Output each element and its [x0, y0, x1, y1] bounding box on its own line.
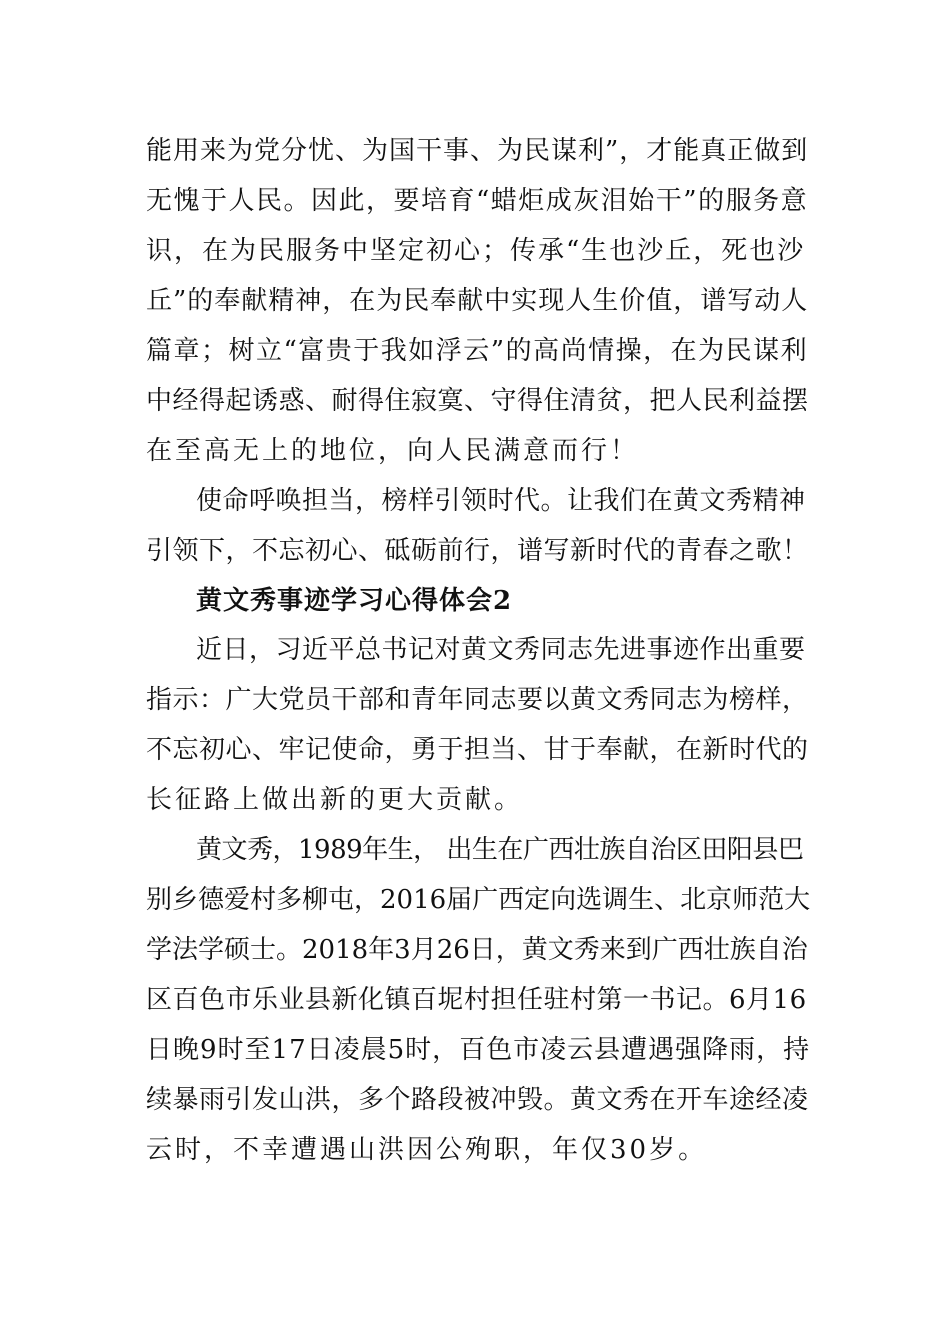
paragraph-line: 日晚9时至17日凌晨5时，百色市凌云县遭遇强降雨，持 — [146, 1035, 811, 1065]
paragraph-line: 能用来为党分忧、为国干事、为民谋利”，才能真正做到 — [146, 136, 809, 166]
section-heading: 黄文秀事迹学习心得体会2 — [196, 586, 513, 616]
paragraph-line: 续暴雨引发山洪，多个路段被冲毁。黄文秀在开车途经凌 — [146, 1085, 809, 1115]
paragraph-line: 中经得起诱惑、耐得住寂寞、守得住清贫，把人民利益摆 — [146, 386, 809, 416]
paragraph-line: 引领下，不忘初心、砥砺前行，谱写新时代的青春之歌！ — [146, 536, 809, 566]
paragraph-line: 黄文秀，1989年生， 出生在广西壮族自治区田阳县巴 — [196, 835, 804, 865]
paragraph-line: 识，在为民服务中坚定初心；传承“生也沙丘，死也沙 — [146, 236, 806, 266]
paragraph-line: 不忘初心、牢记使命，勇于担当、甘于奉献，在新时代的 — [146, 735, 809, 765]
paragraph-line: 云时，不幸遭遇山洪因公殉职，年仅30岁。 — [146, 1135, 708, 1165]
paragraph-line: 无愧于人民。因此，要培育“蜡炬成灰泪始干”的服务意 — [146, 186, 809, 216]
paragraph-line: 近日，习近平总书记对黄文秀同志先进事迹作出重要 — [196, 635, 806, 665]
paragraph-line: 长征路上做出新的更大贡献。 — [146, 785, 524, 815]
paragraph-line: 学法学硕士。2018年3月26日，黄文秀来到广西壮族自治 — [146, 935, 808, 965]
paragraph-line: 在至高无上的地位，向人民满意而行！ — [146, 436, 640, 466]
paragraph-line: 指示：广大党员干部和青年同志要以黄文秀同志为榜样， — [146, 685, 809, 715]
paragraph-line: 区百色市乐业县新化镇百坭村担任驻村第一书记。6月16 — [146, 985, 807, 1015]
paragraph-line: 使命呼唤担当，榜样引领时代。让我们在黄文秀精神 — [196, 486, 806, 516]
paragraph-line: 篇章；树立“富贵于我如浮云”的高尚情操，在为民谋利 — [146, 336, 809, 366]
paragraph-line: 别乡德爱村多柳屯，2016届广西定向选调生、北京师范大 — [146, 885, 811, 915]
paragraph-line: 丘”的奉献精神，在为民奉献中实现人生价值，谱写动人 — [146, 286, 809, 316]
